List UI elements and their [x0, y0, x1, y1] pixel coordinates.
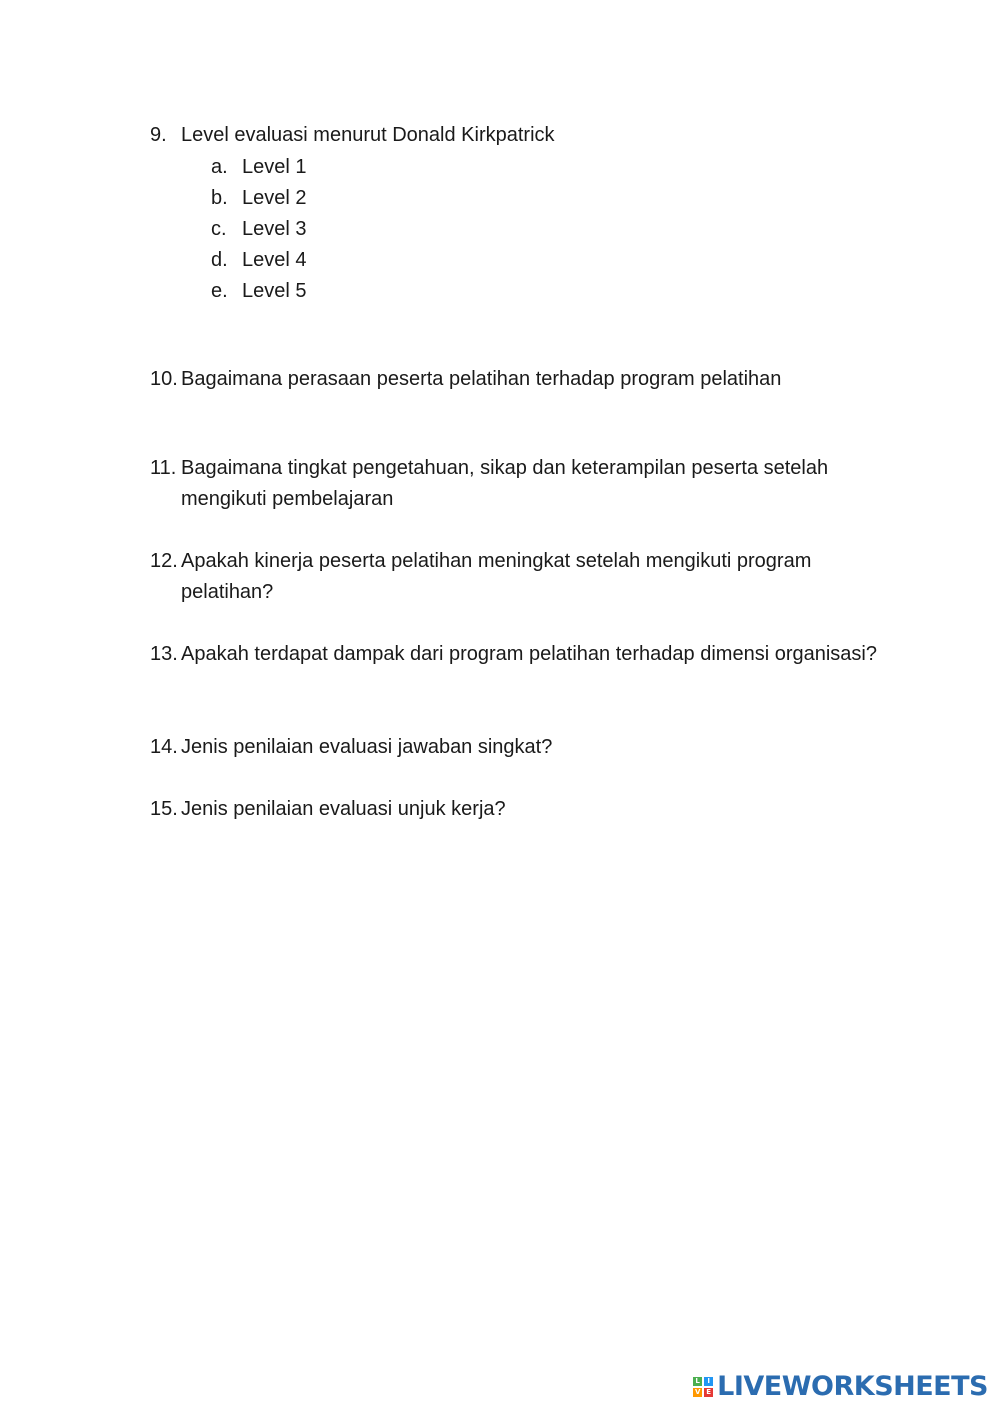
option-letter: d.	[211, 249, 228, 271]
question-text: Bagaimana perasaan peserta pelatihan terhadap program pelatihan	[181, 368, 782, 390]
question-number: 9.	[150, 124, 167, 146]
option-label: Level 1	[242, 156, 307, 178]
question-10	[150, 364, 890, 395]
question-14	[150, 732, 890, 763]
logo-letter-i: I	[704, 1377, 713, 1386]
brand-name: LIVEWORKSHEETS	[717, 1371, 988, 1402]
option-letter: e.	[211, 280, 228, 302]
question-number: 15.	[150, 798, 178, 820]
question-number: 10.	[150, 368, 178, 390]
question-9	[150, 120, 890, 151]
question-text: Jenis penilaian evaluasi jawaban singkat?	[181, 736, 553, 758]
question-number: 11.	[150, 457, 177, 479]
liveworksheets-logo	[693, 1371, 988, 1402]
question-11	[150, 453, 890, 515]
logo-letter-e: E	[704, 1388, 713, 1397]
option-label: Level 4	[242, 249, 307, 271]
option-letter: a.	[211, 156, 228, 178]
question-number: 13.	[150, 643, 178, 665]
question-number: 12.	[150, 550, 178, 572]
logo-icon	[693, 1377, 713, 1397]
option-label: Level 2	[242, 187, 307, 209]
question-12	[150, 546, 890, 608]
option-letter: b.	[211, 187, 228, 209]
question-text: Level evaluasi menurut Donald Kirkpatrick	[181, 124, 555, 146]
logo-letter-v: V	[694, 1387, 701, 1396]
option-letter: c.	[211, 218, 227, 240]
question-text: Bagaimana tingkat pengetahuan, sikap dan keterampilan peserta setelah mengikuti pembelajaran	[181, 457, 829, 510]
question-13	[150, 639, 890, 670]
question-text: Apakah kinerja peserta pelatihan meningkat setelah mengikuti program pelatihan?	[181, 550, 812, 603]
question-15	[150, 794, 890, 825]
option-label: Level 3	[242, 218, 307, 240]
question-text: Apakah terdapat dampak dari program pelatihan terhadap dimensi organisasi?	[181, 643, 877, 665]
question-text: Jenis penilaian evaluasi unjuk kerja?	[181, 798, 506, 820]
logo-letter-l: L	[693, 1377, 702, 1386]
option-label: Level 5	[242, 280, 307, 302]
question-number: 14.	[150, 736, 178, 758]
